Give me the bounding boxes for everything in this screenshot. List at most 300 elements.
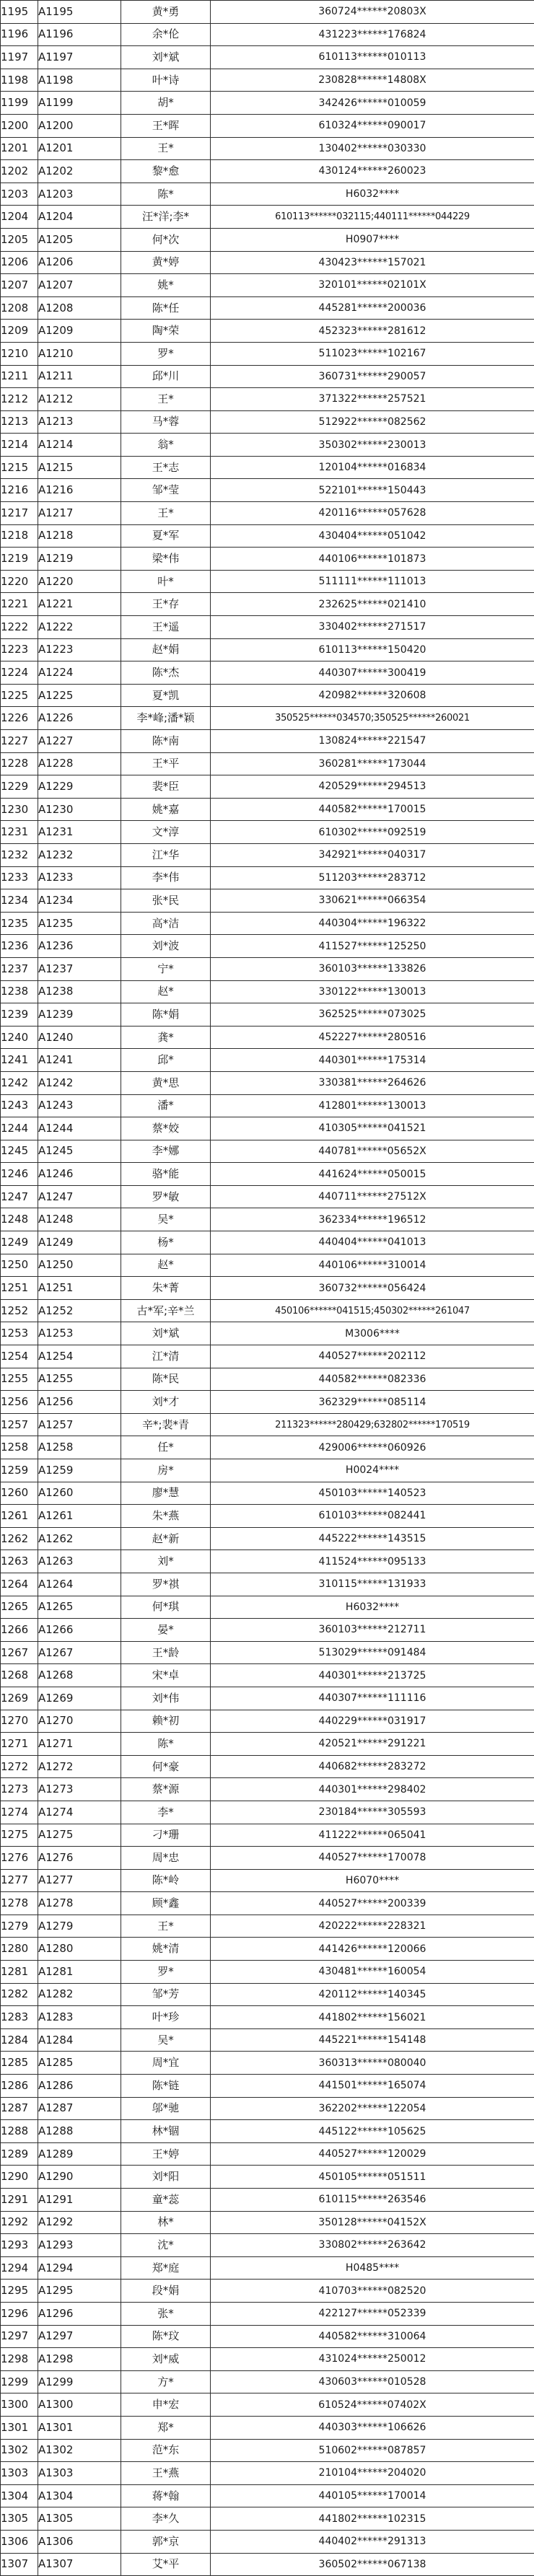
table-row — [1, 1277, 534, 1300]
id-number-cell: 440307******111116 — [211, 1687, 534, 1710]
code-cell: A1199 — [38, 92, 121, 115]
name-cell: 梁*伟 — [121, 548, 211, 571]
code-cell: A1303 — [38, 2462, 121, 2485]
id-number-cell: 450105******051511 — [211, 2166, 534, 2189]
table-row — [1, 2302, 534, 2325]
table-row — [1, 92, 534, 115]
code-cell: A1195 — [38, 1, 121, 24]
code-cell: A1211 — [38, 365, 121, 388]
row-number-cell: 1229 — [1, 775, 38, 799]
name-cell: 刁*珊 — [121, 1824, 211, 1847]
name-cell: 吴* — [121, 2028, 211, 2052]
name-cell: 陈* — [121, 183, 211, 206]
name-cell: 赵*新 — [121, 1527, 211, 1550]
table-row — [1, 46, 534, 69]
code-cell: A1234 — [38, 889, 121, 913]
table-row — [1, 274, 534, 297]
table-row — [1, 1847, 534, 1870]
code-cell: A1280 — [38, 1938, 121, 1961]
name-cell: 宋*卓 — [121, 1664, 211, 1687]
id-number-cell: 360103******133826 — [211, 957, 534, 980]
row-number-cell: 1255 — [1, 1368, 38, 1391]
row-number-cell: 1265 — [1, 1596, 38, 1619]
name-cell: 范*东 — [121, 2439, 211, 2462]
id-number-cell: 440582******310064 — [211, 2325, 534, 2348]
row-number-cell: 1242 — [1, 1071, 38, 1094]
name-cell: 黄*勇 — [121, 1, 211, 24]
row-number-cell: 1283 — [1, 2006, 38, 2029]
table-row — [1, 365, 534, 388]
name-cell: 房* — [121, 1459, 211, 1482]
row-number-cell: 1212 — [1, 388, 38, 411]
id-number-cell: 510602******087857 — [211, 2439, 534, 2462]
table-row — [1, 1163, 534, 1186]
id-number-cell: 610113******032115;440111******044229 — [211, 206, 534, 229]
id-number-cell: 430423******157021 — [211, 251, 534, 274]
id-number-cell: H0907**** — [211, 228, 534, 251]
code-cell: A1265 — [38, 1596, 121, 1619]
row-number-cell: 1199 — [1, 92, 38, 115]
table-row — [1, 570, 534, 593]
code-cell: A1200 — [38, 114, 121, 137]
code-cell: A1270 — [38, 1710, 121, 1733]
code-cell: A1271 — [38, 1733, 121, 1756]
table-row — [1, 1869, 534, 1892]
row-number-cell: 1279 — [1, 1915, 38, 1938]
code-cell: A1210 — [38, 342, 121, 365]
id-number-cell: 130824******221547 — [211, 730, 534, 753]
id-number-cell: 360731******290057 — [211, 365, 534, 388]
name-cell: 黄*思 — [121, 1071, 211, 1094]
row-number-cell: 1300 — [1, 2393, 38, 2417]
code-cell: A1277 — [38, 1869, 121, 1892]
id-number-cell: 429006******060926 — [211, 1436, 534, 1459]
id-number-cell: H0485**** — [211, 2256, 534, 2280]
row-number-cell: 1208 — [1, 296, 38, 320]
name-cell: 王*龄 — [121, 1641, 211, 1664]
table-row — [1, 2097, 534, 2120]
id-number-cell: 430404******051042 — [211, 524, 534, 548]
id-number-cell: H6032**** — [211, 1596, 534, 1619]
row-number-cell: 1244 — [1, 1117, 38, 1140]
row-number-cell: 1254 — [1, 1345, 38, 1368]
table-row — [1, 1641, 534, 1664]
table-row — [1, 1094, 534, 1117]
row-number-cell: 1249 — [1, 1231, 38, 1254]
code-cell: A1275 — [38, 1824, 121, 1847]
table-row — [1, 1892, 534, 1915]
row-number-cell: 1226 — [1, 707, 38, 730]
row-number-cell: 1225 — [1, 684, 38, 707]
table-row — [1, 1117, 534, 1140]
name-cell: 段*娟 — [121, 2280, 211, 2303]
name-cell: 黎*愈 — [121, 160, 211, 183]
row-number-cell: 1221 — [1, 593, 38, 616]
code-cell: A1258 — [38, 1436, 121, 1459]
row-number-cell: 1230 — [1, 798, 38, 821]
name-cell: 姚* — [121, 274, 211, 297]
id-number-cell: 210104******204020 — [211, 2462, 534, 2485]
table-row — [1, 1, 534, 24]
table-row — [1, 160, 534, 183]
name-cell: 刘*阳 — [121, 2166, 211, 2189]
id-number-cell: 610113******150420 — [211, 638, 534, 661]
row-number-cell: 1245 — [1, 1140, 38, 1163]
name-cell: 罗* — [121, 1961, 211, 1984]
name-cell: 王* — [121, 502, 211, 525]
id-number-cell: 440303******106626 — [211, 2416, 534, 2439]
code-cell: A1252 — [38, 1299, 121, 1322]
code-cell: A1304 — [38, 2484, 121, 2507]
row-number-cell: 1215 — [1, 456, 38, 479]
name-cell: 晏* — [121, 1619, 211, 1642]
id-number-cell: 411524******095133 — [211, 1550, 534, 1573]
code-cell: A1249 — [38, 1231, 121, 1254]
name-cell: 古*军;辛*兰 — [121, 1299, 211, 1322]
table-row — [1, 479, 534, 502]
id-number-cell: 440582******082336 — [211, 1368, 534, 1391]
registry-table-body — [1, 1, 534, 2576]
code-cell: A1206 — [38, 251, 121, 274]
row-number-cell: 1248 — [1, 1208, 38, 1231]
code-cell: A1227 — [38, 730, 121, 753]
code-cell: A1204 — [38, 206, 121, 229]
code-cell: A1307 — [38, 2553, 121, 2576]
code-cell: A1198 — [38, 69, 121, 92]
code-cell: A1294 — [38, 2256, 121, 2280]
row-number-cell: 1288 — [1, 2120, 38, 2143]
table-row — [1, 2120, 534, 2143]
id-number-cell: 440105******170014 — [211, 2484, 534, 2507]
name-cell: 裴*臣 — [121, 775, 211, 799]
name-cell: 翁* — [121, 434, 211, 457]
row-number-cell: 1271 — [1, 1733, 38, 1756]
row-number-cell: 1278 — [1, 1892, 38, 1915]
id-number-cell: 440527******170078 — [211, 1847, 534, 1870]
name-cell: 邹*莹 — [121, 479, 211, 502]
code-cell: A1214 — [38, 434, 121, 457]
code-cell: A1256 — [38, 1391, 121, 1414]
row-number-cell: 1269 — [1, 1687, 38, 1710]
code-cell: A1228 — [38, 752, 121, 775]
row-number-cell: 1203 — [1, 183, 38, 206]
id-number-cell: 440106******310014 — [211, 1254, 534, 1277]
code-cell: A1263 — [38, 1550, 121, 1573]
name-cell: 刘*伟 — [121, 1687, 211, 1710]
row-number-cell: 1290 — [1, 2166, 38, 2189]
table-row — [1, 2462, 534, 2485]
id-number-cell: 330122******130013 — [211, 980, 534, 1003]
table-row — [1, 1368, 534, 1391]
code-cell: A1221 — [38, 593, 121, 616]
id-number-cell: 440301******175314 — [211, 1049, 534, 1072]
code-cell: A1250 — [38, 1254, 121, 1277]
table-row — [1, 1049, 534, 1072]
row-number-cell: 1292 — [1, 2211, 38, 2234]
row-number-cell: 1299 — [1, 2370, 38, 2393]
table-row — [1, 1391, 534, 1414]
code-cell: A1251 — [38, 1277, 121, 1300]
code-cell: A1215 — [38, 456, 121, 479]
name-cell: 江*华 — [121, 843, 211, 866]
name-cell: 杨* — [121, 1231, 211, 1254]
name-cell: 张*民 — [121, 889, 211, 913]
table-row — [1, 889, 534, 913]
row-number-cell: 1232 — [1, 843, 38, 866]
id-number-cell: 440106******101873 — [211, 548, 534, 571]
table-row — [1, 935, 534, 958]
row-number-cell: 1281 — [1, 1961, 38, 1984]
id-number-cell: 230828******14808X — [211, 69, 534, 92]
id-number-cell: H0024**** — [211, 1459, 534, 1482]
code-cell: A1224 — [38, 661, 121, 685]
table-row — [1, 114, 534, 137]
row-number-cell: 1207 — [1, 274, 38, 297]
code-cell: A1274 — [38, 1801, 121, 1824]
id-number-cell: 440781******05652X — [211, 1140, 534, 1163]
code-cell: A1229 — [38, 775, 121, 799]
name-cell: 沈* — [121, 2234, 211, 2257]
table-row — [1, 2075, 534, 2098]
row-number-cell: 1273 — [1, 1778, 38, 1801]
table-row — [1, 228, 534, 251]
table-row — [1, 2393, 534, 2417]
table-row — [1, 1619, 534, 1642]
code-cell: A1209 — [38, 320, 121, 343]
id-number-cell: 440711******27512X — [211, 1185, 534, 1208]
name-cell: 陈*杰 — [121, 661, 211, 685]
table-row — [1, 2234, 534, 2257]
name-cell: 王* — [121, 1915, 211, 1938]
code-cell: A1283 — [38, 2006, 121, 2029]
name-cell: 邬*驰 — [121, 2097, 211, 2120]
row-number-cell: 1295 — [1, 2280, 38, 2303]
id-number-cell: 610524******07402X — [211, 2393, 534, 2417]
id-number-cell: 610115******263546 — [211, 2189, 534, 2212]
table-row — [1, 1459, 534, 1482]
table-row — [1, 2028, 534, 2052]
table-row — [1, 137, 534, 160]
row-number-cell: 1222 — [1, 616, 38, 639]
code-cell: A1264 — [38, 1573, 121, 1596]
id-number-cell: 410305******041521 — [211, 1117, 534, 1140]
table-row — [1, 730, 534, 753]
code-cell: A1298 — [38, 2348, 121, 2371]
id-number-cell: 440527******202112 — [211, 1345, 534, 1368]
name-cell: 申*宏 — [121, 2393, 211, 2417]
name-cell: 姚*嘉 — [121, 798, 211, 821]
row-number-cell: 1206 — [1, 251, 38, 274]
table-row — [1, 707, 534, 730]
id-number-cell: 422127******052339 — [211, 2302, 534, 2325]
row-number-cell: 1291 — [1, 2189, 38, 2212]
table-row — [1, 1983, 534, 2006]
row-number-cell: 1307 — [1, 2553, 38, 2576]
row-number-cell: 1243 — [1, 1094, 38, 1117]
row-number-cell: 1256 — [1, 1391, 38, 1414]
id-number-cell: 410703******082520 — [211, 2280, 534, 2303]
table-row — [1, 1801, 534, 1824]
row-number-cell: 1266 — [1, 1619, 38, 1642]
table-row — [1, 502, 534, 525]
code-cell: A1306 — [38, 2530, 121, 2553]
row-number-cell: 1251 — [1, 1277, 38, 1300]
table-row — [1, 2507, 534, 2531]
name-cell: 任* — [121, 1436, 211, 1459]
row-number-cell: 1210 — [1, 342, 38, 365]
table-row — [1, 1140, 534, 1163]
row-number-cell: 1259 — [1, 1459, 38, 1482]
id-number-cell: 420112******140345 — [211, 1983, 534, 2006]
name-cell: 刘*波 — [121, 935, 211, 958]
name-cell: 陈*民 — [121, 1368, 211, 1391]
row-number-cell: 1217 — [1, 502, 38, 525]
row-number-cell: 1219 — [1, 548, 38, 571]
code-cell: A1220 — [38, 570, 121, 593]
row-number-cell: 1216 — [1, 479, 38, 502]
name-cell: 邹*芳 — [121, 1983, 211, 2006]
id-number-cell: 445281******200036 — [211, 296, 534, 320]
table-row — [1, 23, 534, 46]
name-cell: 罗* — [121, 342, 211, 365]
name-cell: 陈*玟 — [121, 2325, 211, 2348]
row-number-cell: 1241 — [1, 1049, 38, 1072]
name-cell: 林*锢 — [121, 2120, 211, 2143]
code-cell: A1278 — [38, 1892, 121, 1915]
name-cell: 潘* — [121, 1094, 211, 1117]
id-number-cell: 362334******196512 — [211, 1208, 534, 1231]
id-number-cell: 440527******120029 — [211, 2142, 534, 2166]
code-cell: A1242 — [38, 1071, 121, 1094]
id-number-cell: 360103******212711 — [211, 1619, 534, 1642]
row-number-cell: 1272 — [1, 1755, 38, 1778]
name-cell: 王*晖 — [121, 114, 211, 137]
table-row — [1, 1550, 534, 1573]
table-row — [1, 69, 534, 92]
id-number-cell: 350128******04152X — [211, 2211, 534, 2234]
name-cell: 王*志 — [121, 456, 211, 479]
row-number-cell: 1289 — [1, 2142, 38, 2166]
code-cell: A1257 — [38, 1413, 121, 1436]
name-cell: 赵*娟 — [121, 638, 211, 661]
row-number-cell: 1264 — [1, 1573, 38, 1596]
table-row — [1, 1915, 534, 1938]
code-cell: A1197 — [38, 46, 121, 69]
table-row — [1, 1231, 534, 1254]
name-cell: 周*忠 — [121, 1847, 211, 1870]
code-cell: A1201 — [38, 137, 121, 160]
id-number-cell: 430481******160054 — [211, 1961, 534, 1984]
name-cell: 朱*燕 — [121, 1505, 211, 1528]
table-row — [1, 2256, 534, 2280]
code-cell: A1286 — [38, 2075, 121, 2098]
code-cell: A1202 — [38, 160, 121, 183]
name-cell: 王*平 — [121, 752, 211, 775]
row-number-cell: 1297 — [1, 2325, 38, 2348]
name-cell: 马*蓉 — [121, 410, 211, 434]
table-row — [1, 1071, 534, 1094]
code-cell: A1305 — [38, 2507, 121, 2531]
name-cell: 辛*;裴*青 — [121, 1413, 211, 1436]
name-cell: 蔡*姣 — [121, 1117, 211, 1140]
name-cell: 周*宜 — [121, 2052, 211, 2075]
row-number-cell: 1202 — [1, 160, 38, 183]
id-number-cell: 440402******291313 — [211, 2530, 534, 2553]
code-cell: A1269 — [38, 1687, 121, 1710]
table-row — [1, 388, 534, 411]
table-row — [1, 524, 534, 548]
code-cell: A1261 — [38, 1505, 121, 1528]
row-number-cell: 1301 — [1, 2416, 38, 2439]
row-number-cell: 1293 — [1, 2234, 38, 2257]
row-number-cell: 1285 — [1, 2052, 38, 2075]
id-number-cell: 441802******156021 — [211, 2006, 534, 2029]
table-row — [1, 638, 534, 661]
id-number-cell: 411527******125250 — [211, 935, 534, 958]
code-cell: A1240 — [38, 1026, 121, 1049]
table-row — [1, 1824, 534, 1847]
name-cell: 陈*任 — [121, 296, 211, 320]
code-cell: A1243 — [38, 1094, 121, 1117]
row-number-cell: 1234 — [1, 889, 38, 913]
code-cell: A1299 — [38, 2370, 121, 2393]
table-row — [1, 957, 534, 980]
table-row — [1, 1254, 534, 1277]
row-number-cell: 1218 — [1, 524, 38, 548]
name-cell: 高*洁 — [121, 912, 211, 935]
code-cell: A1244 — [38, 1117, 121, 1140]
table-row — [1, 1208, 534, 1231]
table-row — [1, 2439, 534, 2462]
table-row — [1, 296, 534, 320]
id-number-cell: 430124******260023 — [211, 160, 534, 183]
id-number-cell: 441501******165074 — [211, 2075, 534, 2098]
name-cell: 罗*祺 — [121, 1573, 211, 1596]
id-number-cell: 440527******200339 — [211, 1892, 534, 1915]
code-cell: A1235 — [38, 912, 121, 935]
id-number-cell: 360724******20803X — [211, 1, 534, 24]
name-cell: 李*峰;潘*颖 — [121, 707, 211, 730]
code-cell: A1295 — [38, 2280, 121, 2303]
code-cell: A1285 — [38, 2052, 121, 2075]
code-cell: A1208 — [38, 296, 121, 320]
table-row — [1, 183, 534, 206]
name-cell: 陈*岭 — [121, 1869, 211, 1892]
name-cell: 陈* — [121, 1733, 211, 1756]
table-row — [1, 1026, 534, 1049]
name-cell: 叶*珍 — [121, 2006, 211, 2029]
row-number-cell: 1197 — [1, 46, 38, 69]
id-number-cell: 610103******082441 — [211, 1505, 534, 1528]
id-number-cell: 320101******02101X — [211, 274, 534, 297]
code-cell: A1297 — [38, 2325, 121, 2348]
id-number-cell: 440301******298402 — [211, 1778, 534, 1801]
id-number-cell: 511203******283712 — [211, 866, 534, 889]
code-cell: A1222 — [38, 616, 121, 639]
table-row — [1, 2370, 534, 2393]
id-number-cell: 362329******085114 — [211, 1391, 534, 1414]
row-number-cell: 1238 — [1, 980, 38, 1003]
name-cell: 王*燕 — [121, 2462, 211, 2485]
id-number-cell: 440307******300419 — [211, 661, 534, 685]
table-row — [1, 434, 534, 457]
code-cell: A1289 — [38, 2142, 121, 2166]
code-cell: A1232 — [38, 843, 121, 866]
row-number-cell: 1294 — [1, 2256, 38, 2280]
table-row — [1, 798, 534, 821]
table-row — [1, 206, 534, 229]
id-number-cell: 440682******283272 — [211, 1755, 534, 1778]
